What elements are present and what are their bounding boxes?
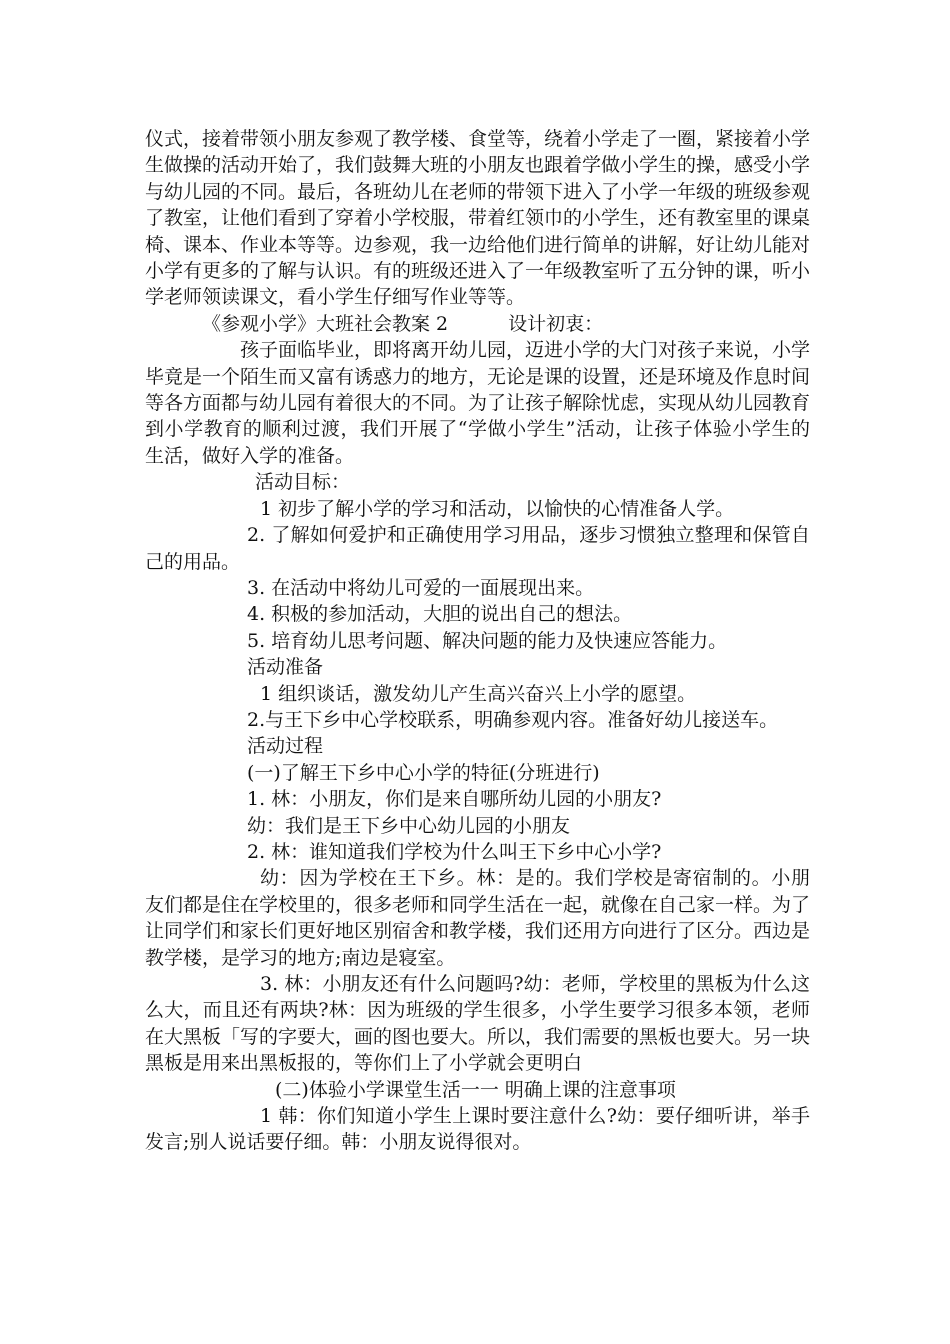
paragraph-design-intent: 孩子面临毕业，即将离开幼儿园，迈进小学的大门对孩子来说，小学毕竟是一个陌生而又富有诱惑力的地方，无论是课的设置，还是环境及作息时间等各方面都与幼儿园有着很大的不同。为了让孩子解除忧虑，实现从幼儿园教育到小学教育的顺利过渡，我们开展了“学做小学生”活动，让孩子体验小学生的生活，做好入学的准备。 (145, 339, 811, 467)
goal-item-5: 5. 培育幼儿思考问题、解决问题的能力及快速应答能力。 (247, 629, 728, 652)
dialogue-line-1: 1. 林：小朋友，你们是来自哪所幼儿园的小朋友? (247, 788, 662, 811)
goal-item-1: 1 初步了解小学的学习和活动，以愉快的心情准备人学。 (260, 497, 735, 520)
paragraph-dialogue-class: 1 韩：你们知道小学生上课时要注意什么?幼：要仔细听讲，举手发言;别人说话要仔细。韩：小朋友说得很对。 (145, 1105, 810, 1154)
goal-item-4: 4. 积极的参加活动，大胆的说出自己的想法。 (247, 603, 633, 626)
section-heading-2: (二)体验小学课堂生活一一 明确上课的注意事项 (275, 1078, 676, 1101)
lesson-title-line (145, 311, 810, 337)
paragraph-dialogue-blackboard: 3. 林：小朋友还有什么问题吗?幼：老师，学校里的黑板为什么这么大，而且还有两块?林：因为班级的学生很多，小学生要学习很多本领，老师在大黑板「写的字要大，画的图也要大。所以，我们需要的黑板也要大。另一块黑板是用来出黑板报的，等你们上了小学就会更明白 (145, 973, 811, 1075)
prep-item-2: 2.与王下乡中心学校联系，明确参观内容。准备好幼儿接送车。 (247, 708, 779, 731)
document-body (145, 126, 810, 1156)
goal-heading: 活动目标： (255, 471, 351, 494)
section-heading-1: (一)了解王下乡中心小学的特征(分班进行) (247, 761, 600, 784)
goal-item-3: 3. 在活动中将幼儿可爱的一面展现出来。 (247, 576, 595, 599)
process-heading: 活动过程 (247, 735, 324, 758)
goal-item-2: 2. 了解如何爱护和正确使用学习用品，逐步习惯独立整理和保管自己的用品。 (145, 524, 810, 573)
dialogue-line-2: 幼：我们是王下乡中心幼儿园的小朋友 (247, 814, 571, 837)
dialogue-line-3: 2. 林：谁知道我们学校为什么叫王下乡中心小学? (247, 840, 662, 863)
lesson-title: 《参观小学》大班社会教案 2 (202, 312, 449, 335)
paragraph-dialogue-school: 幼：因为学校在王下乡。林：是的。我们学校是寄宿制的。小朋友们都是住在学校里的，很多老师和同学生活在一起，就像在自己家一样。为了让同学们和家长们更好地区别宿舍和教学楼，我们还用方向进行了区分。西边是教学楼，是学习的地方;南边是寝室。 (145, 867, 811, 969)
design-intent-label: 设计初衷： (508, 312, 604, 335)
prep-heading: 活动准备 (247, 656, 324, 679)
prep-item-1: 1 组织谈话，激发幼儿产生高兴奋兴上小学的愿望。 (260, 682, 697, 705)
paragraph-intro: 仪式，接着带领小朋友参观了教学楼、食堂等，绕着小学走了一圈，紧接着小学生做操的活动开始了，我们鼓舞大班的小朋友也跟着学做小学生的操，感受小学与幼儿园的不同。最后，各班幼儿在老师的带领下进入了小学一年级的班级参观了教室，让他们看到了穿着小学校服，带着红领巾的小学生，还有教室里的课桌椅、课本、作业本等等。边参观，我一边给他们进行简单的讲解，好让幼儿能对小学有更多的了解与认识。有的班级还进入了一年级教室听了五分钟的课，听小学老师领读课文，看小学生仔细写作业等等。 (145, 128, 811, 309)
